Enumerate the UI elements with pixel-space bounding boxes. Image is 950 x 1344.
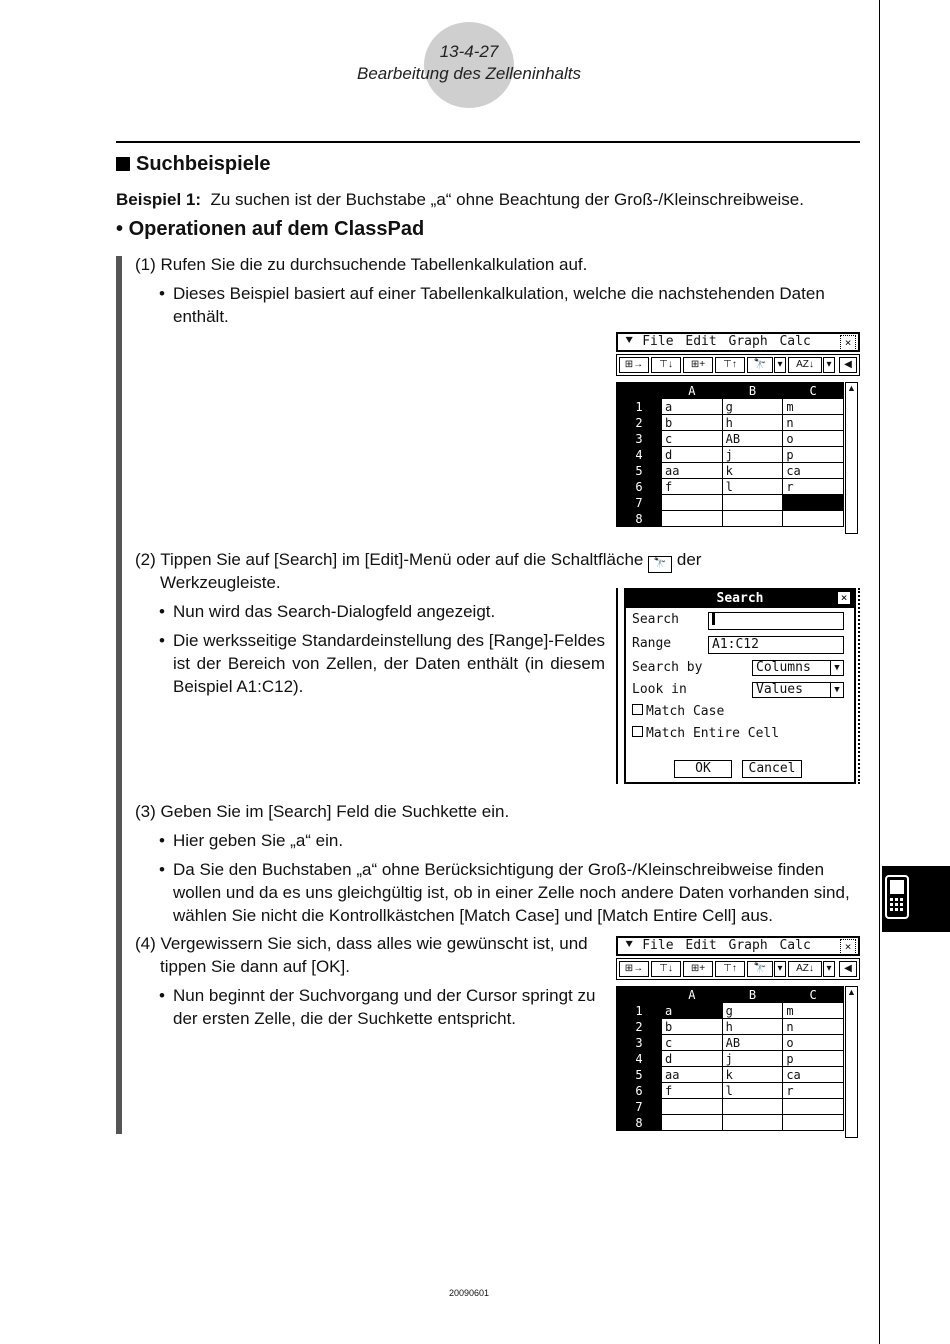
step-1-bullet-1: Dieses Beispiel basiert auf einer Tabellenkalkulation, welche die nachstehenden Daten enthält. [173, 284, 825, 326]
page-number: 13-4-27 [439, 42, 499, 61]
menu-bar [616, 936, 860, 956]
cell[interactable] [783, 1099, 844, 1115]
spreadsheet-grid [616, 382, 844, 527]
cell[interactable]: l [722, 479, 783, 495]
search-input[interactable] [708, 612, 844, 630]
cell[interactable]: f [662, 479, 723, 495]
cell[interactable]: l [722, 1083, 783, 1099]
table-row: 5 aa k ca [617, 463, 844, 479]
column-header[interactable]: C [783, 383, 844, 399]
table-row: 7 [617, 495, 844, 511]
section-title: Suchbeispiele [116, 153, 271, 176]
spreadsheet-grid [616, 986, 844, 1131]
menu-calc[interactable]: Calc [779, 938, 811, 953]
ok-button[interactable]: OK [674, 760, 732, 778]
insert-row-icon[interactable]: ⊤↑ [715, 961, 745, 977]
cell[interactable] [662, 1115, 723, 1131]
cell[interactable]: k [722, 1067, 783, 1083]
spreadsheet-screenshot-1 [616, 332, 860, 536]
cell[interactable]: o [783, 1035, 844, 1051]
dialog-title: Search [626, 590, 854, 608]
cancel-button[interactable]: Cancel [742, 760, 802, 778]
cell[interactable]: m [783, 1003, 844, 1019]
example-label: Beispiel 1: [116, 190, 202, 209]
step-3-bullet-2: Da Sie den Buchstaben „a“ ohne Berücksichtigung der Groß-/Kleinschreibweise finden wollen und da es uns gleichgültig ist, ob in einer Zelle noch andere Daten vorhanden sind, wählen Sie nicht die Kontrollkästchen [Match Case] und [Match Entire Cell] aus. [173, 860, 850, 925]
column-header[interactable]: A [662, 987, 723, 1003]
column-header[interactable]: A [662, 383, 723, 399]
menu-bar [616, 332, 860, 352]
menu-file[interactable]: File [642, 334, 674, 349]
step-4-bullet-1: Nun beginnt der Suchvorgang und der Cursor springt zu der ersten Zelle, die der Suchkette entspricht. [173, 986, 596, 1028]
cell[interactable] [662, 495, 723, 511]
sort-icon[interactable]: AZ↓ [788, 961, 822, 977]
scrollbar[interactable] [845, 986, 858, 1138]
fill-down-icon[interactable]: ⊤↓ [651, 357, 681, 373]
chevron-up-icon[interactable]: ▲ [847, 987, 856, 997]
sort-icon[interactable]: AZ↓ [788, 357, 822, 373]
cell[interactable]: c [662, 431, 723, 447]
menu-edit[interactable]: Edit [685, 334, 717, 349]
checkbox-icon[interactable] [632, 726, 643, 737]
bullet-dot: • [159, 602, 165, 621]
table-row: 2 b h n [617, 1019, 844, 1035]
cell[interactable]: AB [722, 431, 783, 447]
close-icon[interactable]: × [840, 335, 856, 351]
step-4: (4) Vergewissern Sie sich, dass alles wie gewünscht ist, und tippen Sie dann auf [OK]. [135, 934, 588, 976]
searchby-label: Search by [632, 660, 703, 675]
bullet-dot: • [159, 631, 165, 650]
cell[interactable]: p [783, 447, 844, 463]
table-row: 8 [617, 1115, 844, 1131]
close-icon[interactable]: × [840, 939, 856, 955]
table-row: 6 f l r [617, 479, 844, 495]
toolbar [616, 958, 860, 980]
cell[interactable]: j [722, 447, 783, 463]
calculator-icon [882, 866, 950, 932]
cell[interactable] [722, 1115, 783, 1131]
bullet-dot: • [159, 860, 165, 879]
cell[interactable] [783, 1115, 844, 1131]
cell[interactable]: r [783, 479, 844, 495]
search-binoculars-icon[interactable]: 🔭 [747, 961, 773, 977]
cell[interactable]: aa [662, 463, 723, 479]
scrollbar[interactable] [845, 382, 858, 534]
table-row: 3 c AB o [617, 1035, 844, 1051]
chevron-down-icon[interactable]: ▼ [830, 661, 843, 675]
subsection-title: • Operationen auf dem ClassPad [116, 218, 425, 240]
search-binoculars-icon[interactable]: 🔭 [747, 357, 773, 373]
range-input[interactable]: A1:C12 [708, 636, 844, 654]
insert-col-icon[interactable]: ⊞+ [683, 961, 713, 977]
checkbox-icon[interactable] [632, 704, 643, 715]
column-header[interactable]: C [783, 987, 844, 1003]
table-row: 4 d j p [617, 447, 844, 463]
chevron-down-icon[interactable]: ▾ [823, 961, 835, 977]
square-bullet-icon [116, 157, 130, 171]
search-binoculars-icon: 🔭 [648, 556, 672, 573]
match-case-checkbox[interactable]: Match Case [632, 704, 724, 719]
table-row: 5 aa k ca [617, 1067, 844, 1083]
bullet-dot: • [159, 284, 165, 303]
cell[interactable]: b [662, 1019, 723, 1035]
cell[interactable] [783, 511, 844, 527]
cell[interactable] [722, 511, 783, 527]
menu-graph[interactable]: Graph [728, 334, 768, 349]
step-1: (1) Rufen Sie die zu durchsuchende Tabellenkalkulation auf. [135, 255, 588, 274]
table-row: 1 a g m [617, 1003, 844, 1019]
menu-graph[interactable]: Graph [728, 938, 768, 953]
cell[interactable]: c [662, 1035, 723, 1051]
toolbar [616, 354, 860, 376]
table-row: 4 d j p [617, 1051, 844, 1067]
fill-right-icon[interactable]: ⊞→ [619, 961, 649, 977]
dropdown-arrow-icon[interactable]: ⯆ [624, 334, 635, 349]
step-3-bullet-1: Hier geben Sie „a“ ein. [173, 831, 344, 850]
menu-calc[interactable]: Calc [779, 334, 811, 349]
text-cursor [712, 613, 715, 625]
example-text: Zu suchen ist der Buchstabe „a“ ohne Beachtung der Groß-/Kleinschreibweise. [210, 190, 804, 209]
chevron-down-icon[interactable]: ▾ [774, 961, 786, 977]
fill-down-icon[interactable]: ⊤↓ [651, 961, 681, 977]
table-row: 2 b h n [617, 415, 844, 431]
lookin-label: Look in [632, 682, 687, 697]
selected-cell[interactable]: a [662, 1003, 723, 1019]
cell[interactable]: g [722, 1003, 783, 1019]
bullet-dot: • [159, 831, 165, 850]
cell[interactable]: b [662, 415, 723, 431]
chevron-down-icon[interactable]: ▾ [774, 357, 786, 373]
column-header[interactable]: B [722, 383, 783, 399]
selected-cell[interactable] [783, 495, 844, 511]
close-icon[interactable]: × [838, 592, 850, 604]
cell[interactable]: j [722, 1051, 783, 1067]
cell[interactable]: h [722, 1019, 783, 1035]
cell[interactable] [662, 1099, 723, 1115]
bullet-dot: • [159, 986, 165, 1005]
search-dialog [624, 588, 856, 784]
cell[interactable]: ca [783, 463, 844, 479]
column-header[interactable]: B [722, 987, 783, 1003]
chevron-down-icon[interactable]: ▼ [830, 683, 843, 697]
arrow-left-icon[interactable]: ◀ [839, 961, 857, 977]
cell[interactable]: k [722, 463, 783, 479]
search-dialog-screenshot [616, 588, 860, 784]
cell[interactable]: o [783, 431, 844, 447]
cell[interactable]: f [662, 1083, 723, 1099]
margin-line [879, 0, 880, 1344]
cell[interactable] [722, 495, 783, 511]
section-rule [116, 141, 860, 143]
example-line [116, 188, 804, 211]
chevron-down-icon[interactable]: ▾ [823, 357, 835, 373]
cell[interactable]: d [662, 447, 723, 463]
spreadsheet-screenshot-2 [616, 936, 860, 1140]
insert-col-icon[interactable]: ⊞+ [683, 357, 713, 373]
fill-right-icon[interactable]: ⊞→ [619, 357, 649, 373]
arrow-left-icon[interactable]: ◀ [839, 357, 857, 373]
dropdown-arrow-icon[interactable]: ⯆ [624, 938, 635, 953]
cell[interactable]: n [783, 415, 844, 431]
step-2-bullet-2: Die werksseitige Standardeinstellung des [Range]-Feldes ist der Bereich von Zellen, der Daten enthält (in diesem Beispiel A1:C12). [173, 631, 605, 696]
cell[interactable]: d [662, 1051, 723, 1067]
footer-code: 20090601 [448, 1288, 490, 1298]
table-row: 8 [617, 511, 844, 527]
cell[interactable]: aa [662, 1067, 723, 1083]
step-3: (3) Geben Sie im [Search] Feld die Suchkette ein. [135, 802, 510, 821]
cell[interactable]: a [662, 399, 723, 415]
left-gray-bar [116, 256, 122, 1134]
cell[interactable] [662, 511, 723, 527]
cell[interactable]: ca [783, 1067, 844, 1083]
menu-edit[interactable]: Edit [685, 938, 717, 953]
cell[interactable]: m [783, 399, 844, 415]
range-label: Range [632, 636, 672, 651]
cell[interactable]: p [783, 1051, 844, 1067]
table-row: 1 a g m [617, 399, 844, 415]
insert-row-icon[interactable]: ⊤↑ [715, 357, 745, 373]
table-row: 7 [617, 1099, 844, 1115]
searchby-select[interactable]: Columns ▼ [752, 660, 844, 676]
step-2-bullet-1: Nun wird das Search-Dialogfeld angezeigt. [173, 602, 496, 621]
match-entire-checkbox[interactable]: Match Entire Cell [632, 726, 779, 741]
cell[interactable]: r [783, 1083, 844, 1099]
table-row: 3 c AB o [617, 431, 844, 447]
cell[interactable]: n [783, 1019, 844, 1035]
table-row: 6 f l r [617, 1083, 844, 1099]
page-title: Bearbeitung des Zelleninhalts [357, 64, 581, 83]
chapter-tab [882, 866, 950, 932]
menu-file[interactable]: File [642, 938, 674, 953]
cell[interactable]: AB [722, 1035, 783, 1051]
lookin-select[interactable]: Values ▼ [752, 682, 844, 698]
chevron-up-icon[interactable]: ▲ [847, 383, 856, 393]
step-2-line-1: (2) Tippen Sie auf [Search] im [Edit]-Menü oder auf die Schaltfläche 🔭 der [135, 548, 701, 573]
search-label: Search [632, 612, 679, 627]
cell[interactable]: g [722, 399, 783, 415]
cell[interactable]: h [722, 415, 783, 431]
step-2-line-2: Werkzeugleiste. [160, 573, 281, 592]
cell[interactable] [722, 1099, 783, 1115]
